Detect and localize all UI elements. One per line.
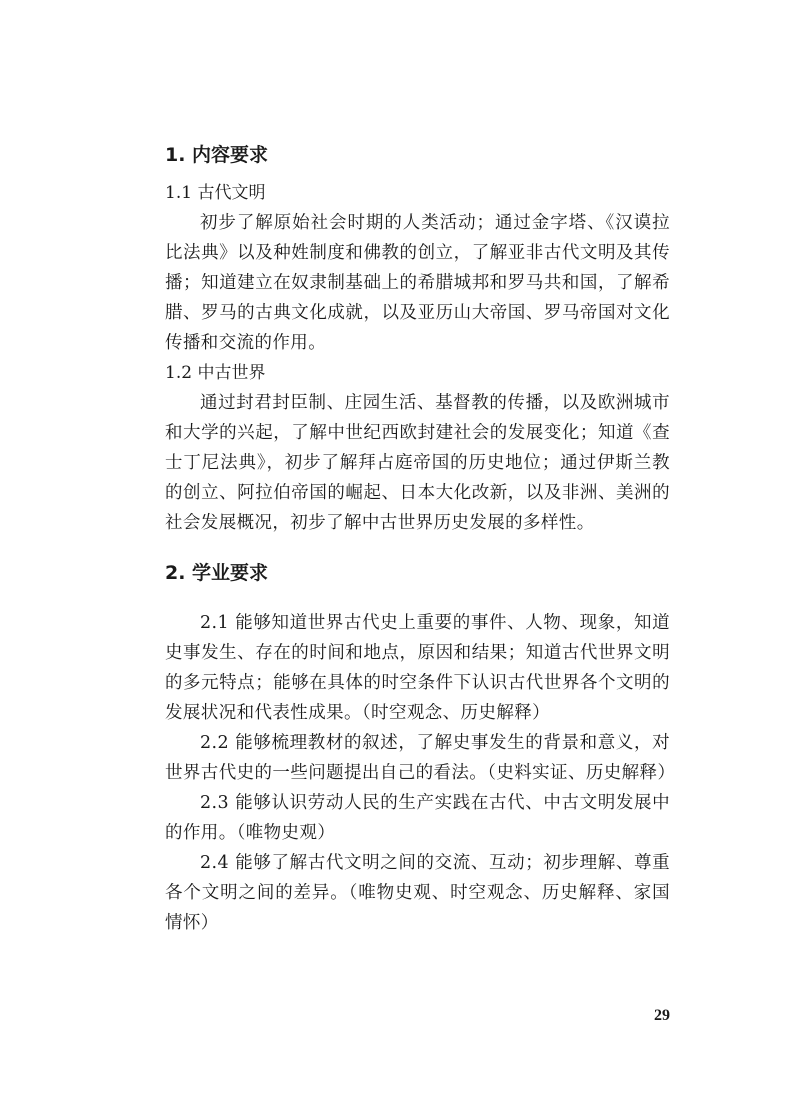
requirement-item-2-1: 2.1 能够知道世界古代史上重要的事件、人物、现象，知道史事发生、存在的时间和地点，原因和结果；知道古代世界文明的多元特点；能够在具体的时空条件下认识古代世界各个文明的发展状况和代表性成果。（时空观念、历史解释） xyxy=(165,613,670,723)
section-2-heading: 2. 学业要求 xyxy=(165,562,269,584)
page-number: 29 xyxy=(654,1007,670,1024)
requirement-item-2-2: 2.2 能够梳理教材的叙述，了解史事发生的背景和意义，对世界古代史的一些问题提出自己的看法。（史料实证、历史解释） xyxy=(165,733,676,783)
requirement-item-2-3: 2.3 能够认识劳动人民的生产实践在古代、中古文明发展中的作用。（唯物史观） xyxy=(165,793,670,843)
subsection-1-1-text: 初步了解原始社会时期的人类活动；通过金字塔、《汉谟拉比法典》以及种姓制度和佛教的创立，了解亚非古代文明及其传播；知道建立在奴隶制基础上的希腊城邦和罗马共和国，了解希腊、罗马的古典文化成就，以及亚历山大帝国、罗马帝国对文化传播和交流的作用。 xyxy=(165,213,670,353)
section-1-heading: 1. 内容要求 xyxy=(165,144,269,166)
subsection-1-2-text: 通过封君封臣制、庄园生活、基督教的传播，以及欧洲城市和大学的兴起，了解中世纪西欧封建社会的发展变化；知道《查士丁尼法典》，初步了解拜占庭帝国的历史地位；通过伊斯兰教的创立、阿拉伯帝国的崛起、日本大化改新，以及非洲、美洲的社会发展概况，初步了解中古世界历史发展的多样性。 xyxy=(165,393,670,533)
page-content xyxy=(165,140,676,938)
subsection-1-2-title: 1.2 中古世界 xyxy=(165,363,266,383)
requirement-item-2-4: 2.4 能够了解古代文明之间的交流、互动；初步理解、尊重各个文明之间的差异。（唯物史观、时空观念、历史解释、家国情怀） xyxy=(165,853,670,933)
subsection-1-1-title: 1.1 古代文明 xyxy=(165,183,266,203)
